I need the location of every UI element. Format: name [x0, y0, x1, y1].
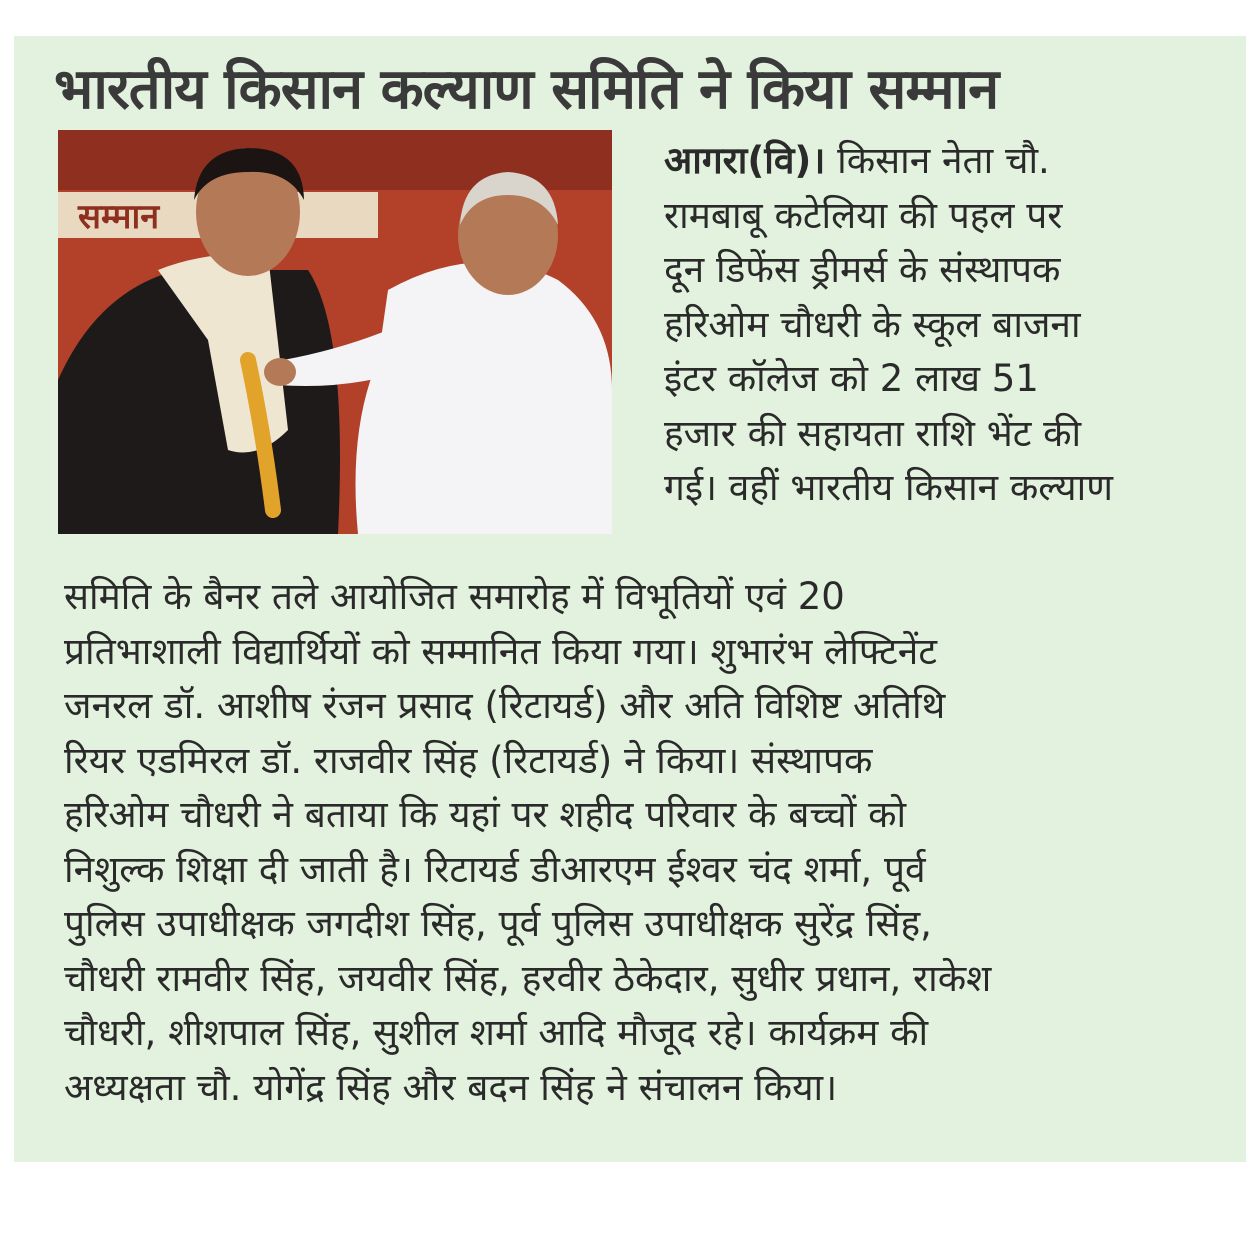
article-line: रियर एडमिरल डॉ. राजवीर सिंह (रिटायर्ड) ने किया। संस्थापक — [64, 738, 873, 782]
news-photo — [58, 130, 612, 534]
article-line: चौधरी रामवीर सिंह, जयवीर सिंह, हरवीर ठेकेदार, सुधीर प्रधान, राकेश — [64, 956, 992, 1000]
article-line: जनरल डॉ. आशीष रंजन प्रसाद (रिटायर्ड) और अति विशिष्ट अतिथि — [64, 684, 946, 727]
dateline: आगरा(वि)। — [664, 139, 826, 182]
headline: भारतीय किसान कल्याण समिति ने किया सम्मान — [54, 57, 999, 122]
photo-banner-text: सम्मान — [78, 197, 160, 237]
article-line: हरिओम चौधरी के स्कूल बाजना — [664, 302, 1081, 346]
article-line: गई। वहीं भारतीय किसान कल्याण — [664, 466, 1113, 509]
article-line — [664, 134, 1234, 189]
article-line: निशुल्क शिक्षा दी जाती है। रिटायर्ड डीआरएम ईश्वर चंद शर्मा, पूर्व — [64, 847, 926, 891]
article-line: प्रतिभाशाली विद्यार्थियों को सम्मानित किया गया। शुभारंभ लेफ्टिनेंट — [64, 629, 937, 673]
person-right-hand — [264, 358, 296, 386]
article-line-text: किसान नेता चौ. — [837, 139, 1050, 182]
article-line: पुलिस उपाधीक्षक जगदीश सिंह, पूर्व पुलिस उपाधीक्षक सुरेंद्र सिंह, — [64, 902, 932, 945]
article-line: दून डिफेंस ड्रीमर्स के संस्थापक — [664, 248, 1061, 291]
article-line: इंटर कॉलेज को 2 लाख 51 — [664, 357, 1039, 400]
news-clipping — [14, 36, 1246, 1162]
article-line: चौधरी, शीशपाल सिंह, सुशील शर्मा आदि मौजूद रहे। कार्यक्रम की — [64, 1011, 929, 1054]
photo-illustration — [58, 130, 612, 534]
article-line: हजार की सहायता राशि भेंट की — [664, 411, 1082, 455]
article-body-full-width — [64, 570, 1234, 1115]
article-line: अध्यक्षता चौ. योगेंद्र सिंह और बदन सिंह ने संचालन किया। — [64, 1065, 838, 1109]
person-right-kurta — [356, 262, 613, 534]
article-line: हरिओम चौधरी ने बताया कि यहां पर शहीद परिवार के बच्चों को — [64, 793, 907, 836]
article-body-beside-photo — [664, 134, 1234, 516]
article-line: समिति के बैनर तले आयोजित समारोह में विभूतियों एवं 20 — [64, 575, 845, 618]
article-line: रामबाबू कटेलिया की पहल पर — [664, 193, 1063, 237]
